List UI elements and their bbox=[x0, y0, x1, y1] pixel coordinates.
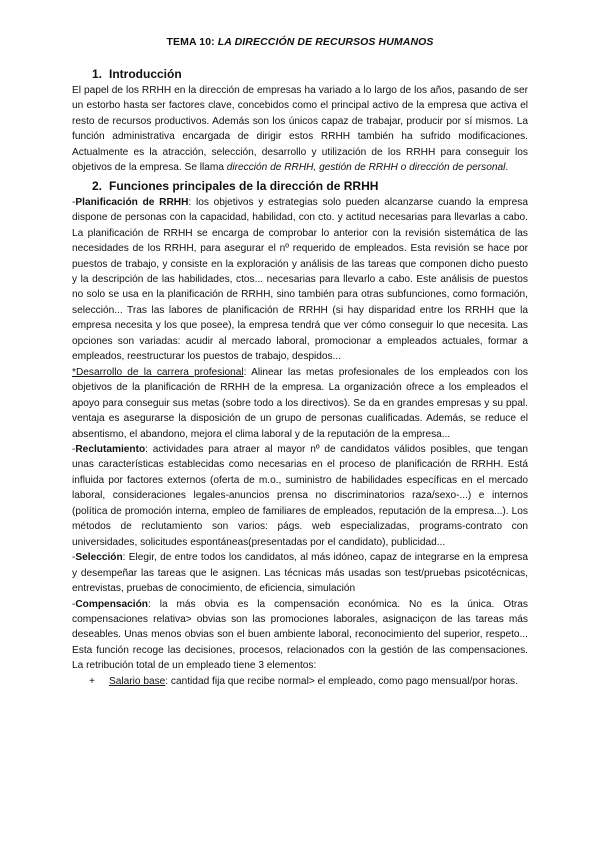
compensacion-label: Compensación bbox=[75, 598, 148, 610]
bullet-marker: + bbox=[89, 675, 95, 687]
planificacion-paragraph: -Planificación de RRHH: los objetivos y estrategias solo pueden alcanzarse cuando la empresa dispone de personas con la capacidad, habilidad, con cto. y actitud necesarias para llevarlas a cabo. La planificación de RRHH se encarga de comprobar lo anterior con la revisión sistemática de las necesidades de los RRHH, para asegurar el nº requerido de empleados. Esta revisión se hace por puestos de trabajo, y consiste en la exploración y análisis de las tareas que componen dicho puesto y la descripción de las habilidades, ctos... necesarias para llevarlo a cabo. Este análisis de puestos no solo se usa en la planificación de RRHH, sino también para otras subfunciones, como formación, selección... Tras las labores de planificación de RRHH (si hay disparidad entre los RRHH que la empresa necesita y los que posee), la empresa tendrá que ver cómo conseguir lo que necesita. Las opciones son variadas: acudir al mercado laboral, promocionar a empleados actuales, formar a empleados, reestructurar los puestos de trabajo, despidos... bbox=[72, 196, 528, 363]
reclutamiento-label: Reclutamiento bbox=[75, 443, 146, 455]
document-page bbox=[72, 36, 528, 689]
section-1-title: Introducción bbox=[109, 67, 182, 81]
list-item: + Salario base: cantidad fija que recibe normal> el empleado, como pago mensual/por horas. bbox=[89, 674, 528, 689]
planificacion-label: Planificación de RRHH bbox=[75, 196, 189, 208]
carrera-paragraph: *Desarrollo de la carrera profesional: Alinear las metas profesionales de los empleados con los objetivos de la planificación de RRHH de la empresa. La organización ofrece a los empleados el apoyo para conseguir sus metas (sobre todo a los directivos). Se da en grandes empresas y su ppal. ventaja es asegurarse la disposición de un grupo de personas cualificadas. Además, se reduce el absentismo, el abandono, mejora el clima laboral y de la reputación de la empresa... bbox=[72, 366, 528, 440]
document-title bbox=[72, 36, 528, 48]
section-2-heading bbox=[92, 179, 528, 194]
personnel-terms-italic: dirección de RRHH, gestión de RRHH o dirección de personal bbox=[226, 162, 506, 174]
section-2-title: Funciones principales de la dirección de RRHH bbox=[109, 178, 379, 193]
reclutamiento-paragraph: -Reclutamiento: actividades para atraer al mayor nº de candidatos válidos posibles, que tengan unas características establecidas como necesarias en el proceso de planificación de RRHH. Está influida por factores externos (oferta de m.o., suministro de habilidades específicas en el mercado laboral, consideraciones legales-anuncios prensa no discriminatorios raza/sexo-...) e internos (política de promoción interna, empleo de familiares de empleados, reputación de la empresa...). Los métodos de reclutamiento son varios: págs. web especializadas, programs-contrato con universidades, solicitudes espontáneas(presentadas por el candidato), publicidad... bbox=[72, 443, 528, 548]
title-prefix: TEMA 10: bbox=[166, 36, 218, 48]
carrera-label: *Desarrollo de la carrera profesional bbox=[72, 366, 244, 378]
retribucion-list bbox=[72, 674, 528, 689]
seleccion-label: Selección bbox=[75, 552, 123, 564]
section-2-number: 2. bbox=[92, 178, 103, 193]
salario-base-label: Salario base bbox=[109, 675, 166, 687]
title-italic: LA DIRECCIÓN DE RECURSOS HUMANOS bbox=[217, 36, 434, 48]
compensacion-paragraph: -Compensación: la más obvia es la compensación económica. No es la única. Otras compensaciones relativa> obvias son las promociones laborales, asignaciçon de las tareas más deseables. Unas menos obvias son el buen ambiente laboral, reconocimiento del superior, respeto... Esta función recoge las decisiones, procesos, relacionados con la gestión de las compensaciones. La retribución total de un empleado tiene 3 elementos: bbox=[72, 598, 528, 672]
seleccion-paragraph: -Selección: Elegir, de entre todos los candidatos, al más idóneo, capaz de integrarse en la empresa y desempeñar las tareas que le asignen. Las técnicas más usadas son test/pruebas psicotécnicas, entrevistas, pruebas de conocimiento, de eficiencia, simulación bbox=[72, 552, 528, 595]
section-1-body: El papel de los RRHH en la dirección de empresas ha variado a lo largo de los años, pasando de ser un estorbo hasta ser factores clave, concebidos como el principal activo de la empresa que activa el resto de recursos productivos. Además son los únicos capaz de trabajar, producir por sí mismos. La función administrativa encargada de dirigir estos RRHH también ha sufrido modificaciones. Actualmente es la atracción, selección, desarrollo y utilización de los RRHH para conseguir los objetivos de la empresa. Se llama dirección de RRHH, gestión de RRHH o dirección de personal. bbox=[72, 85, 528, 174]
section-1-number: 1. bbox=[92, 67, 103, 81]
section-1-heading bbox=[92, 67, 528, 82]
